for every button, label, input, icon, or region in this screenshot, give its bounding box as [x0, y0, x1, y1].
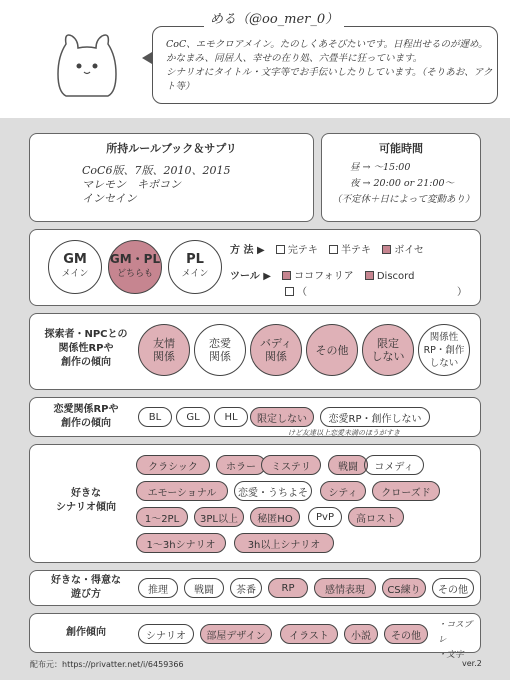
scenarios-card	[29, 444, 481, 563]
scenario-option: ホラー	[216, 455, 266, 475]
tool-option: Discord	[365, 271, 415, 282]
creative-option: その他	[384, 624, 428, 644]
play-card	[29, 570, 481, 606]
scenario-option: 戦闘	[328, 455, 368, 475]
relations-card	[29, 313, 481, 390]
romance-option: BL	[138, 407, 172, 427]
creative-card	[29, 613, 481, 660]
checkbox-icon	[329, 245, 338, 254]
intro-line: シナリオにタイトル・文字等でお手伝いしたりしています。（そりあお、アクト等）	[166, 67, 493, 92]
role-both: GM・PL どちらも	[108, 240, 162, 294]
romance-card	[29, 397, 481, 437]
scenario-option: 高ロスト	[348, 507, 404, 527]
tool-label: ツール ▶	[230, 271, 271, 282]
rulebooks-card	[29, 133, 314, 222]
rulebook-line: マレモン キポコン	[82, 178, 181, 191]
availability-line: 昼 → 〜15:00	[350, 162, 411, 173]
method-label: 方 法 ▶	[230, 245, 265, 256]
play-option: 茶番	[230, 578, 262, 598]
romance-option: 恋愛RP・創作しない	[320, 407, 430, 427]
scenario-option: シティ	[320, 481, 366, 501]
scenario-option: コメディ	[364, 455, 424, 475]
play-option: その他	[432, 578, 474, 598]
method-row	[230, 241, 424, 256]
method-option: 完テキ	[276, 245, 318, 256]
scenarios-title: 好きな シナリオ傾向	[56, 488, 116, 513]
footer-version: ver.2	[462, 659, 482, 668]
method-option: ボイセ	[382, 245, 424, 256]
intro-line: CoC、エモクロアメイン。たのしくあそびたいです。日程出せるのが遅め。	[166, 39, 488, 50]
scenario-option: クラシック	[136, 455, 210, 475]
role-pl: PL メイン	[168, 240, 222, 294]
scenario-option: PvP	[308, 507, 342, 527]
checkbox-icon	[276, 245, 285, 254]
creative-option: 部屋デザイン	[200, 624, 272, 644]
profile-intro	[166, 38, 496, 94]
role-card	[29, 229, 481, 306]
tool-option: ココフォリア	[282, 271, 354, 282]
scenario-option: エモーショナル	[136, 481, 228, 501]
rulebook-line: CoC6版、7版、2010、2015	[82, 164, 231, 177]
footer-source: 配布元：https://privatter.net/i/6459366	[30, 660, 184, 669]
checkbox-checked-icon	[282, 271, 291, 280]
method-option: 半テキ	[329, 245, 371, 256]
play-title: 好きな・得意な 遊び方	[51, 575, 121, 600]
relation-option: バディ 関係	[250, 324, 302, 376]
romance-option: 限定しない	[250, 407, 314, 427]
rulebooks-title: 所持ルールブック＆サプリ	[106, 142, 237, 155]
tool-other: （ ）	[285, 283, 467, 298]
scenario-option: 秘匿HO	[250, 507, 300, 527]
romance-title: 恋愛関係RPや 創作の傾向	[53, 404, 119, 429]
header-area	[0, 0, 510, 118]
rulebook-line: インセイン	[82, 192, 137, 205]
relation-option: 関係性 RP・創作 しない	[418, 324, 470, 376]
availability-list	[332, 160, 475, 208]
scenario-option: 恋愛・うちよそ	[234, 481, 312, 501]
play-option: 戦闘	[184, 578, 224, 598]
role-gm: GM メイン	[48, 240, 102, 294]
tool-row	[230, 267, 414, 282]
scenario-option: 1〜2PL	[136, 507, 188, 527]
romance-option: GL	[176, 407, 210, 427]
creative-option: イラスト	[280, 624, 338, 644]
scenario-option: 1〜3hシナリオ	[136, 533, 226, 553]
availability-line: 夜 → 20:00 or 21:00〜	[350, 178, 455, 189]
scenario-option: 3h以上シナリオ	[234, 533, 334, 553]
relation-option: 恋愛 関係	[194, 324, 246, 376]
checkbox-checked-icon	[365, 271, 374, 280]
creative-option: 小説	[344, 624, 378, 644]
speech-bubble-tail	[142, 52, 152, 64]
checkbox-icon	[285, 287, 294, 296]
intro-line: かなまみ、同居人、幸せの在り処、六畳半に狂っています。	[166, 53, 423, 64]
romance-note: けど友達以上恋愛未満のほうがすき	[288, 429, 400, 437]
scenario-option: クローズド	[372, 481, 440, 501]
scenario-option: ミステリ	[261, 455, 321, 475]
play-option: 推理	[138, 578, 178, 598]
play-option: RP	[268, 578, 308, 598]
relation-option: 限定 しない	[362, 324, 414, 376]
relation-option: その他	[306, 324, 358, 376]
relations-title: 探索者・NPCとの 関係性RPや 創作の傾向	[44, 329, 128, 368]
creative-title: 創作傾向	[66, 627, 106, 638]
availability-line: （不定休＋日によって変動あり）	[332, 194, 475, 205]
romance-option: HL	[214, 407, 248, 427]
availability-card	[321, 133, 481, 222]
availability-title: 可能時間	[379, 142, 423, 155]
creative-note: ・コスプレ ・文字	[438, 620, 473, 660]
relation-option: 友情 関係	[138, 324, 190, 376]
scenario-option: 3PL以上	[194, 507, 244, 527]
play-option: CS練り	[382, 578, 426, 598]
play-option: 感情表現	[314, 578, 376, 598]
profile-name: める（@oo_mer_0）	[204, 8, 344, 27]
rulebooks-list	[82, 164, 230, 206]
creative-option: シナリオ	[138, 624, 194, 644]
ghost-mascot-icon	[52, 30, 122, 100]
checkbox-checked-icon	[382, 245, 391, 254]
